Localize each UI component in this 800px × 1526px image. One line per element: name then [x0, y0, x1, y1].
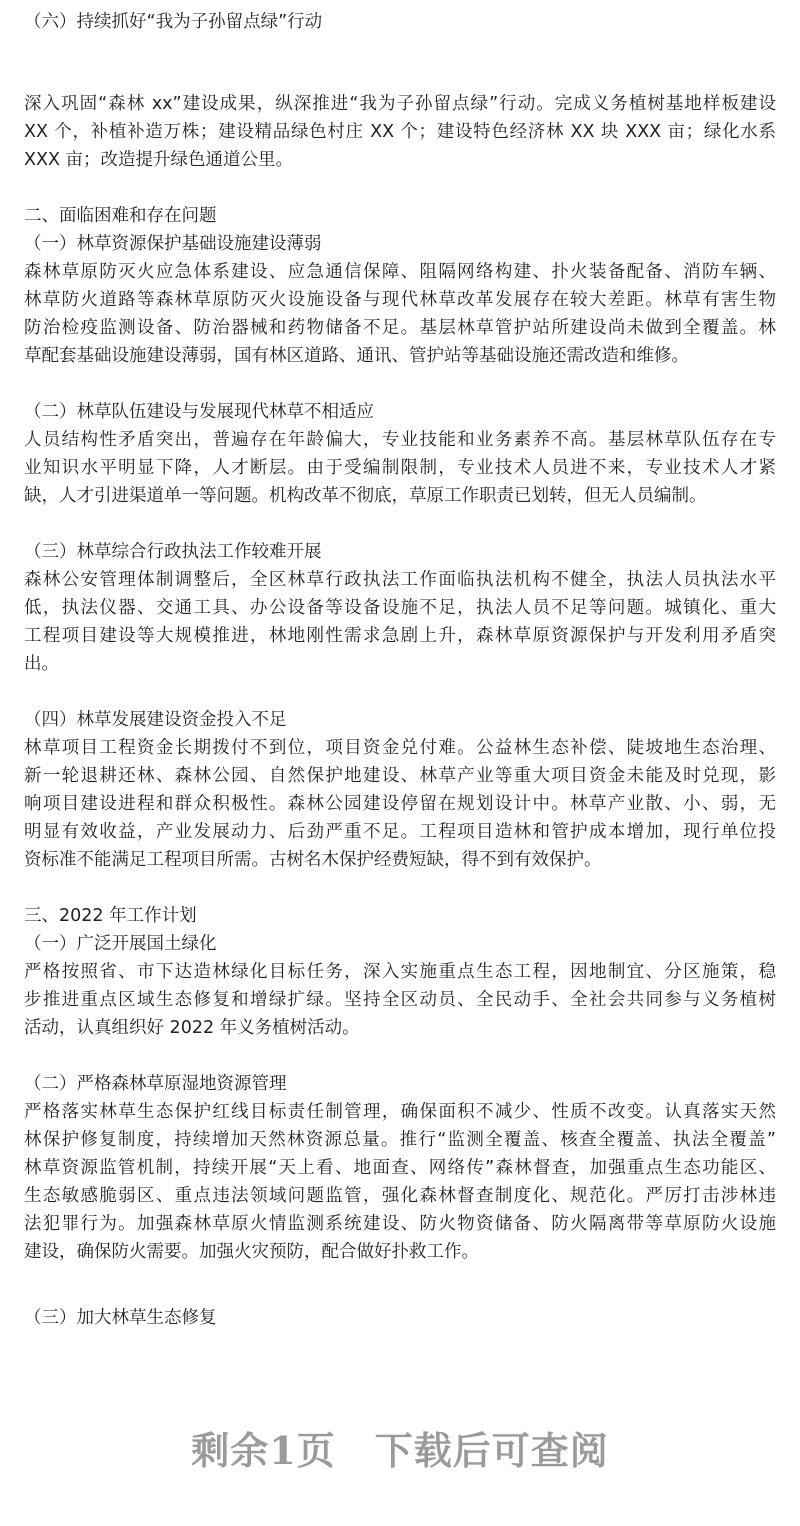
subsection-heading: （二）林草队伍建设与发展现代林草不相适应 [24, 402, 374, 422]
paragraph-line: 新一轮退耕还林、森林公园、自然保护地建设、林草产业等重大项目资金未能及时兑现，影 [24, 766, 776, 786]
paragraph-line: 人员结构性矛盾突出，普遍存在年龄偏大，专业技能和业务素养不高。基层林草队伍存在专 [24, 430, 776, 450]
paragraph-line: 林保护修复制度，持续增加天然林资源总量。推行“监测全覆盖、核查全覆盖、执法全覆盖” [24, 1130, 776, 1150]
paragraph-line: 资标准不能满足工程项目所需。古树名木保护经费短缺，得不到有效保护。 [24, 850, 602, 870]
section-heading: 三、2022 年工作计划 [24, 906, 197, 926]
paragraph-line: 林草资源监管机制，持续开展“天上看、地面查、网络传”森林督查，加强重点生态功能区、 [24, 1158, 776, 1178]
blank-line [24, 1266, 776, 1304]
subsection-heading: （三）林草综合行政执法工作较难开展 [24, 542, 322, 562]
paragraph-line: 步推进重点区域生态修复和增绿扩绿。坚持全区动员、全民动手、全社会共同参与义务植树 [24, 990, 776, 1010]
paragraph-line: XXX 亩；改造提升绿色通道公里。 [24, 150, 294, 170]
paragraph-line: 工程项目建设等大规模推进，林地刚性需求急剧上升，森林草原资源保护与开发利用矛盾突 [24, 626, 776, 646]
paragraph-line: 林草项目工程资金长期拨付不到位，项目资金兑付难。公益林生态补偿、陡坡地生态治理、 [24, 738, 776, 758]
blank-line [24, 510, 776, 538]
paragraph-line: 防治检疫监测设备、防治器械和药物储备不足。基层林草管护站所建设尚未做到全覆盖。林 [24, 318, 776, 338]
section-heading-title: （六）持续抓好“我为子孙留点绿”行动 [24, 12, 323, 32]
blank-line [24, 874, 776, 902]
paragraph-line: 响项目建设进程和群众积极性。森林公园建设停留在规划设计中。林草产业散、小、弱，无 [24, 794, 776, 814]
paragraph-line: 明显有效收益，产业发展动力、后劲严重不足。工程项目造林和管护成本增加，现行单位投 [24, 822, 776, 842]
subsection-heading: （三）加大林草生态修复 [24, 1308, 217, 1328]
paragraph-line: XX 个，补植补造万株；建设精品绿色村庄 XX 个；建设特色经济林 XX 块 XXX 亩；绿化水系 [24, 122, 776, 142]
paragraph-line: 出。 [24, 654, 59, 674]
paragraph-line: 森林草原防灭火应急体系建设、应急通信保障、阻隔网络构建、扑火装备配备、消防车辆、 [24, 262, 776, 282]
paragraph-line: 深入巩固“森林 xx”建设成果，纵深推进“我为子孙留点绿”行动。完成义务植树基地样板建设 [24, 94, 776, 114]
subsection-heading: （二）严格森林草原湿地资源管理 [24, 1074, 287, 1094]
subsection-heading: （一）广泛开展国土绿化 [24, 934, 217, 954]
paragraph-line: 草配套基础设施建设薄弱，国有林区道路、通讯、管护站等基础设施还需改造和维修。 [24, 346, 689, 366]
paragraph-line: 业知识水平明显下降，人才断层。由于受编制限制，专业技术人员进不来，专业技术人才紧 [24, 458, 776, 478]
subsection-heading: （四）林草发展建设资金投入不足 [24, 710, 287, 730]
paragraph-line: 森林公安管理体制调整后，全区林草行政执法工作面临执法机构不健全，执法人员执法水平 [24, 570, 776, 590]
paragraph-line: 建设，确保防火需要。加强火灾预防，配合做好扑救工作。 [24, 1242, 479, 1262]
paragraph-line: 严格落实林草生态保护红线目标责任制管理，确保面积不减少、性质不改变。认真落实天然 [24, 1102, 776, 1122]
document-body [24, 90, 776, 1332]
paragraph-line: 林草防火道路等森林草原防灭火设施设备与现代林草改革发展存在较大差距。林草有害生物 [24, 290, 776, 310]
blank-line [24, 1042, 776, 1070]
blank-line [24, 174, 776, 202]
paragraph-line: 缺，人才引进渠道单一等问题。机构改革不彻底，草原工作职责已划转，但无人员编制。 [24, 486, 707, 506]
blank-line [24, 370, 776, 398]
subsection-heading: （一）林草资源保护基础设施建设薄弱 [24, 234, 322, 254]
section-heading: 二、面临困难和存在问题 [24, 206, 217, 226]
paragraph-line: 严格按照省、市下达造林绿化目标任务，深入实施重点生态工程，因地制宜、分区施策，稳 [24, 962, 776, 982]
blank-line [24, 678, 776, 706]
paragraph-line: 法犯罪行为。加强森林草原火情监测系统建设、防火物资储备、防火隔离带等草原防火设施 [24, 1214, 776, 1234]
paragraph-line: 活动，认真组织好 2022 年义务植树活动。 [24, 1018, 360, 1038]
paragraph-line: 生态敏感脆弱区、重点违法领域问题监管，强化森林督查制度化、规范化。严厉打击涉林违 [24, 1186, 776, 1206]
download-prompt-watermark[interactable]: 剩余1页 下载后可查阅 [191, 1428, 609, 1473]
paragraph-line: 低，执法仪器、交通工具、办公设备等设备设施不足，执法人员不足等问题。城镇化、重大 [24, 598, 776, 618]
